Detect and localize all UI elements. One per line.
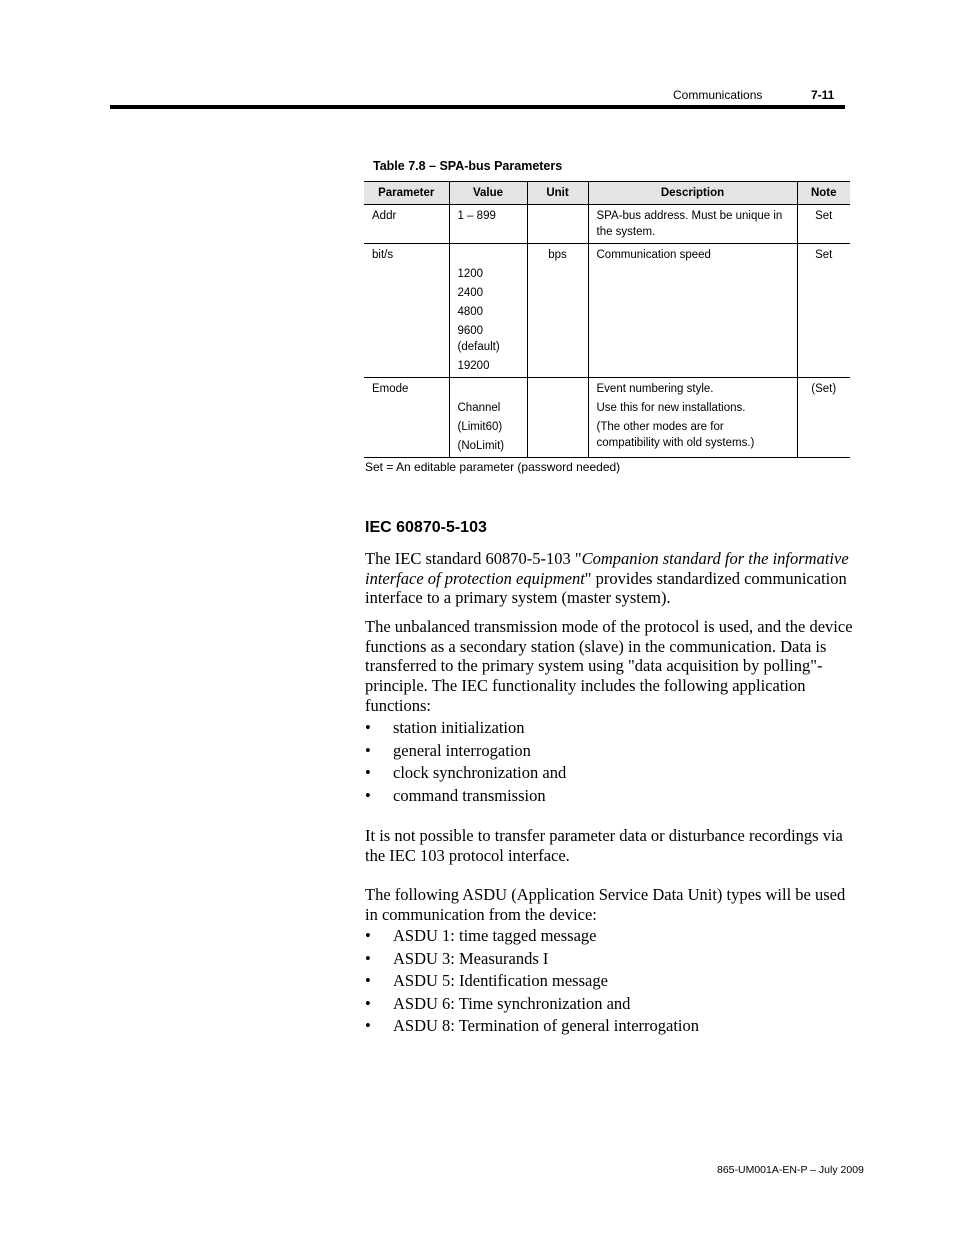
cell-description (588, 244, 797, 378)
bullet-icon: • (365, 785, 371, 805)
value-item: 19200 (457, 360, 490, 372)
value-item: Channel (457, 402, 501, 414)
cell-description (588, 205, 797, 244)
table-header-row (364, 182, 850, 205)
column-header-unit: Unit (527, 182, 588, 205)
cell-note: Set (797, 244, 850, 378)
page-footer: 865-UM001A-EN-P – July 2009 (717, 1164, 864, 1176)
table-row (364, 205, 850, 244)
standard-title: Companion standard for the informative interface of protection equipment (365, 549, 849, 588)
description-line: Event numbering style. (596, 383, 714, 395)
bullet-icon: • (365, 926, 371, 945)
value-item: 1 – 899 (457, 210, 496, 222)
cell-parameter: Addr (364, 205, 449, 244)
running-header-section: Communications (673, 88, 763, 102)
page-number: 7-11 (811, 88, 835, 102)
transmission-mode-paragraph: The unbalanced transmission mode of the protocol is used, and the device functions as a secondary station (slave) in the communication. Data is transferred to the primary system using "data acquisition by polling"-principle. The IEC functionality includes the following application functions: (365, 617, 853, 715)
description-line: SPA-bus address. Must be unique in the system. (596, 210, 783, 238)
intro-paragraph (365, 549, 855, 608)
cell-value (449, 378, 527, 458)
description-line: (The other modes are for compatibility with old systems.) (596, 421, 755, 449)
cell-parameter: bit/s (364, 244, 449, 378)
description-line: Communication speed (596, 249, 711, 261)
bullet-icon: • (365, 948, 371, 968)
bullet-icon: • (365, 1016, 371, 1035)
intro-text-end: " provides standardized communication interface to a primary system (master system). (365, 568, 847, 608)
value-item: (NoLimit) (457, 440, 505, 452)
cell-unit: bps (527, 244, 588, 378)
cell-note: (Set) (797, 378, 850, 458)
bullet-icon: • (365, 971, 371, 990)
table-footnote: Set = An editable parameter (password needed) (365, 460, 621, 474)
value-item: 2400 (457, 287, 484, 299)
asdu-intro-paragraph: The following ASDU (Application Service Data Unit) types will be used in communication from the device: (365, 885, 846, 924)
table-caption: Table 7.8 – SPA-bus Parameters (373, 159, 563, 173)
intro-text-start: The IEC standard 60870-5-103 " (365, 549, 582, 568)
cell-value (449, 205, 527, 244)
bullet-icon: • (365, 718, 371, 737)
cell-note: Set (797, 205, 850, 244)
value-item: 1200 (457, 268, 484, 280)
table-row (364, 244, 850, 378)
value-item: 4800 (457, 306, 484, 318)
value-item: 9600 (default) (457, 325, 500, 353)
cell-value (449, 244, 527, 378)
cell-unit (527, 378, 588, 458)
header-rule (110, 105, 845, 109)
cell-description (588, 378, 797, 458)
cell-parameter: Emode (364, 378, 449, 458)
column-header-value: Value (449, 182, 527, 205)
spa-bus-parameters-table (364, 181, 850, 458)
bullet-icon: • (365, 740, 371, 760)
value-item: (Limit60) (457, 421, 503, 433)
bullet-icon: • (365, 993, 371, 1013)
column-header-note: Note (797, 182, 850, 205)
column-header-parameter: Parameter (364, 182, 449, 205)
description-line: Use this for new installations. (596, 402, 746, 414)
column-header-description: Description (588, 182, 797, 205)
limitation-paragraph: It is not possible to transfer parameter data or disturbance recordings via the IEC 103 protocol interface. (365, 826, 843, 865)
bullet-icon: • (365, 763, 371, 782)
section-heading: IEC 60870-5-103 (365, 519, 487, 536)
cell-unit (527, 205, 588, 244)
table-row (364, 378, 850, 458)
